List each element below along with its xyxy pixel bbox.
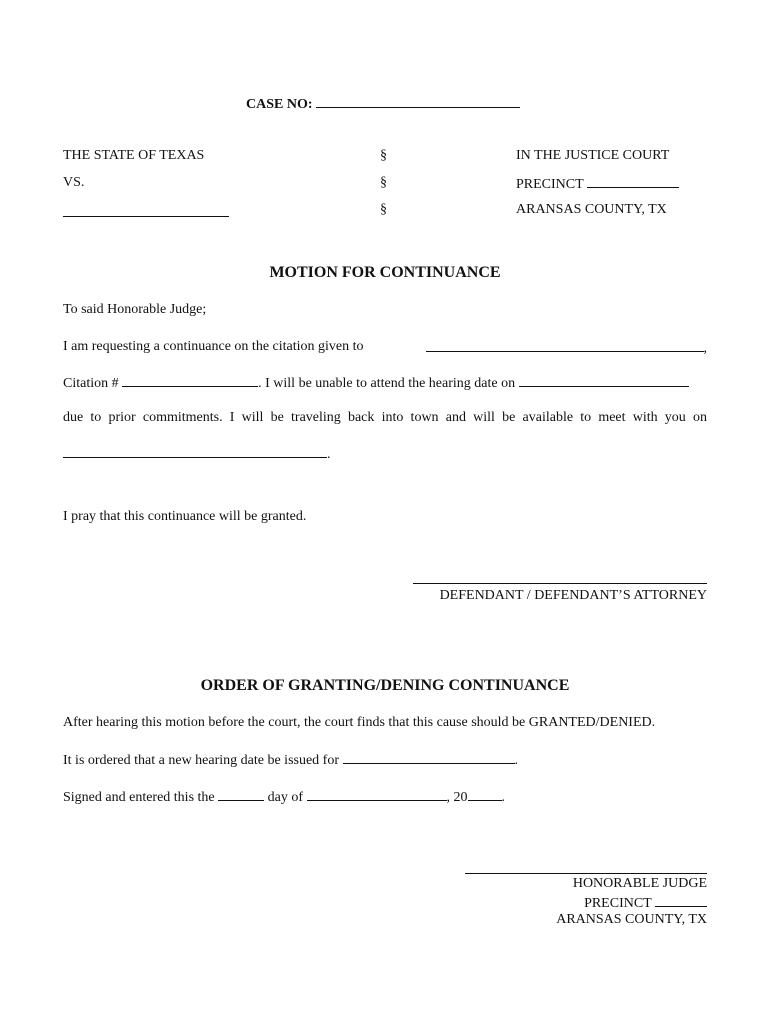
judge-precinct-field[interactable] — [655, 894, 707, 907]
precinct-label: PRECINCT — [516, 177, 584, 192]
precinct-line — [516, 175, 679, 193]
case-number-line — [246, 95, 520, 113]
caption-party-state: THE STATE OF TEXAS — [63, 148, 205, 163]
signed-day-field[interactable] — [218, 788, 264, 801]
court-name: IN THE JUSTICE COURT — [516, 148, 670, 163]
salutation: To said Honorable Judge; — [63, 302, 207, 317]
defendant-signature-line[interactable] — [413, 583, 707, 584]
available-date-period: . — [327, 447, 331, 462]
signed-day-of: day of — [267, 790, 304, 805]
section-symbol: § — [380, 202, 387, 217]
citation-number-label: Citation # — [63, 376, 119, 391]
motion-line-citation-number — [63, 374, 689, 392]
citation-given-blank-wrap — [426, 339, 708, 357]
judge-signature-line[interactable] — [465, 873, 707, 874]
citation-given-text: I am requesting a continuance on the citation given to — [63, 339, 364, 354]
motion-title: MOTION FOR CONTINUANCE — [269, 264, 501, 281]
available-date-field[interactable] — [63, 445, 327, 458]
new-hearing-text: It is ordered that a new hearing date be issued for — [63, 753, 340, 768]
hearing-date-text: . I will be unable to attend the hearing date on — [258, 376, 516, 391]
prayer-statement: I pray that this continuance will be granted. — [63, 509, 307, 524]
order-title: ORDER OF GRANTING/DENING CONTINUANCE — [200, 677, 570, 694]
judge-precinct-line — [584, 894, 707, 912]
county-name: ARANSAS COUNTY, TX — [516, 202, 667, 217]
citation-given-to-field[interactable] — [426, 339, 704, 352]
section-symbol: § — [380, 148, 387, 163]
signed-year-field[interactable] — [468, 788, 502, 801]
caption-vs: VS. — [63, 175, 85, 190]
motion-line-available-date — [63, 445, 331, 463]
new-hearing-period: . — [514, 753, 519, 768]
judge-county: ARANSAS COUNTY, TX — [556, 912, 707, 927]
case-number-field[interactable] — [316, 95, 520, 108]
signed-month-field[interactable] — [307, 788, 447, 801]
new-hearing-date-field[interactable] — [343, 751, 515, 764]
case-number-label: CASE NO: — [246, 97, 313, 112]
signed-prefix: Signed and entered this the — [63, 790, 215, 805]
order-new-hearing-line — [63, 751, 518, 769]
motion-line-citation-given — [63, 339, 707, 357]
motion-line-commitments: due to prior commitments. I will be traveling back into town and will be available to meet with you on — [63, 410, 707, 425]
signed-year-prefix: , 20 — [446, 790, 468, 805]
section-symbol: § — [380, 175, 387, 190]
defendant-name-field[interactable] — [63, 216, 229, 217]
judge-title: HONORABLE JUDGE — [572, 876, 707, 891]
order-signed-line — [63, 788, 505, 806]
citation-given-comma: , — [703, 341, 707, 356]
signed-period: . — [501, 790, 506, 805]
citation-number-field[interactable] — [122, 374, 258, 387]
defendant-signature-label: DEFENDANT / DEFENDANT’S ATTORNEY — [439, 588, 707, 603]
judge-precinct-label: PRECINCT — [584, 896, 652, 911]
hearing-date-field[interactable] — [519, 374, 689, 387]
order-finding: After hearing this motion before the court, the court finds that this cause should be GRANTED/DENIED. — [63, 715, 656, 730]
precinct-field[interactable] — [587, 175, 679, 188]
